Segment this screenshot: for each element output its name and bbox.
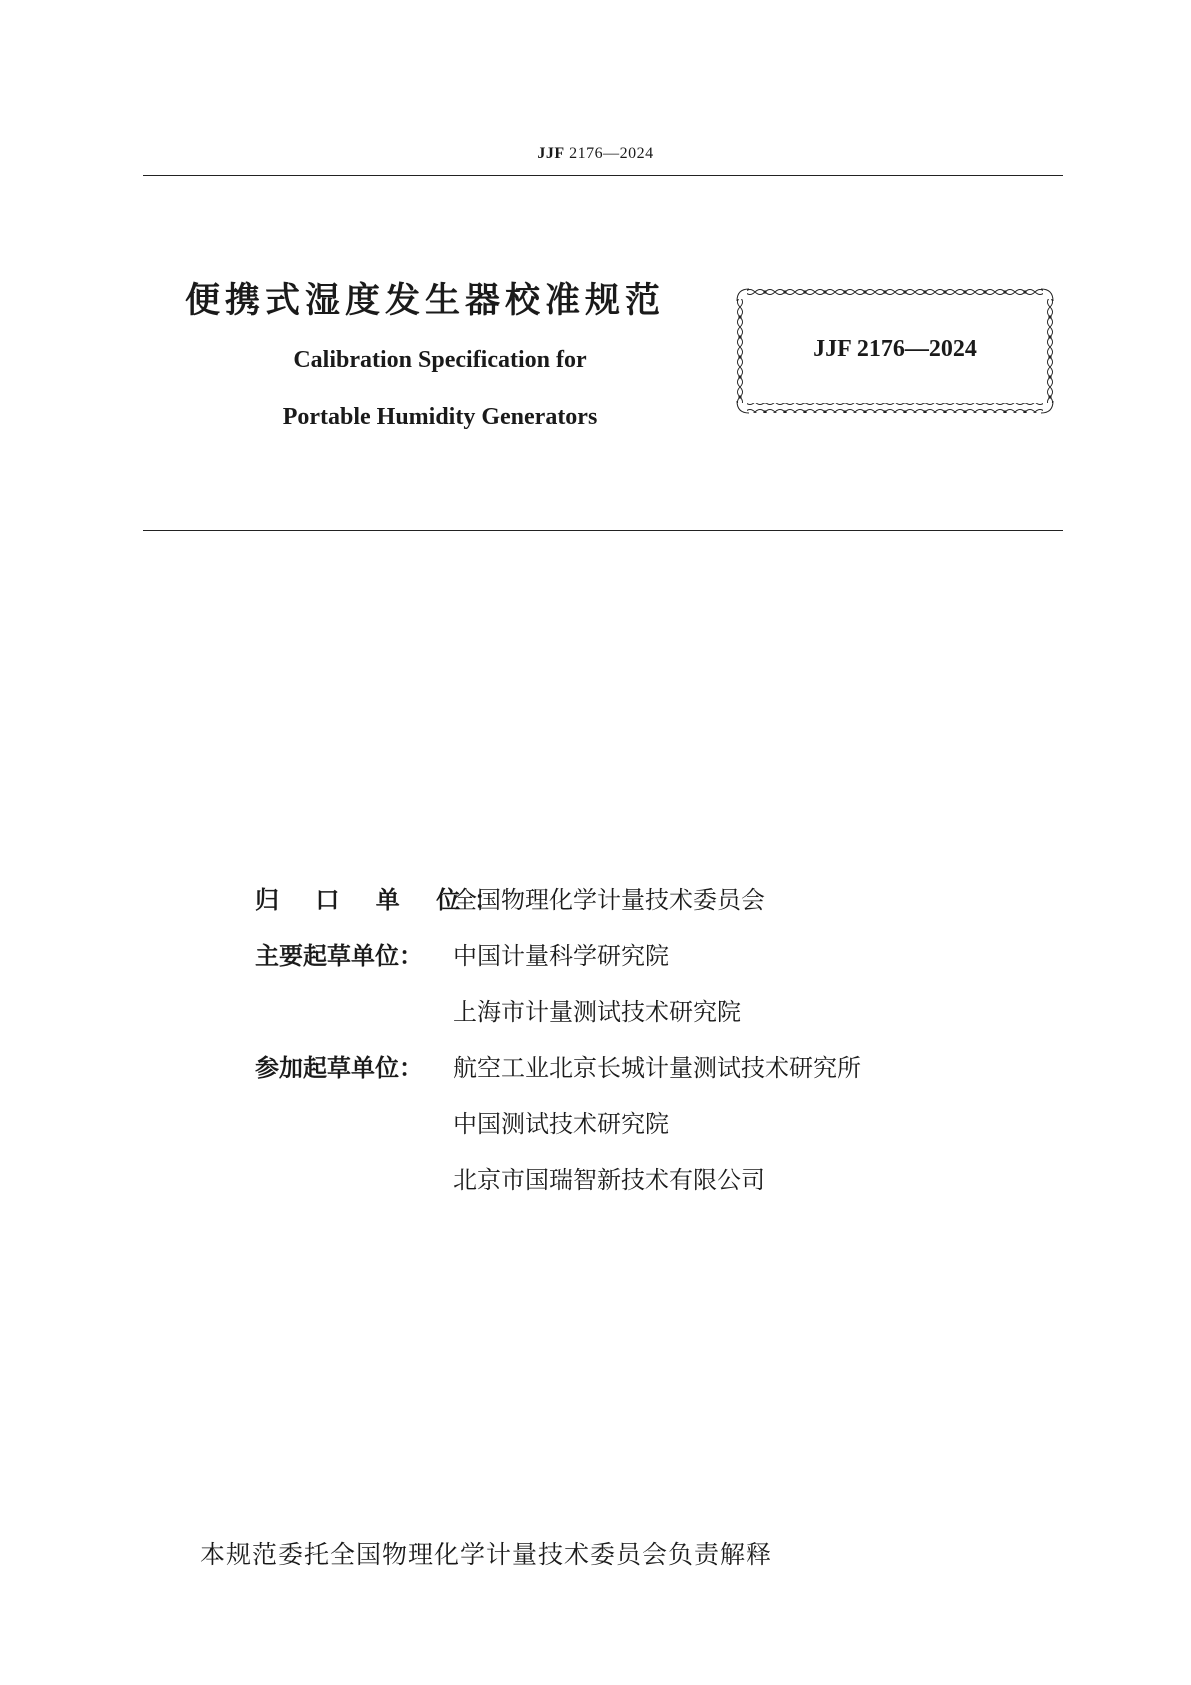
title-chinese: 便携式湿度发生器校准规范 — [185, 281, 666, 321]
org-value: 中国测试技术研究院 — [453, 1110, 669, 1138]
org-label-main-drafting: 主要起草单位： — [255, 942, 423, 970]
title-english-line1: Calibration Specification for — [293, 347, 587, 373]
org-value: 上海市计量测试技术研究院 — [453, 998, 741, 1026]
title-bottom-rule — [143, 530, 1063, 531]
org-value: 航空工业北京长城计量测试技术研究所 — [453, 1054, 861, 1082]
title-english-line2: Portable Humidity Generators — [282, 404, 598, 430]
org-label-participating: 参加起草单位： — [255, 1054, 423, 1082]
header-rule — [143, 175, 1063, 176]
org-value: 中国计量科学研究院 — [453, 942, 669, 970]
header-code — [0, 145, 1191, 163]
code-box-text: JJF 2176—2024 — [813, 336, 977, 362]
footer-note: 本规范委托全国物理化学计量技术委员会负责解释 — [200, 1540, 773, 1569]
header-code-prefix: JJF — [537, 145, 565, 162]
org-label-responsible: 归 口 单 位： — [255, 886, 513, 914]
org-value: 北京市国瑞智新技术有限公司 — [453, 1166, 765, 1194]
org-value: 全国物理化学计量技术委员会 — [453, 886, 765, 914]
header-code-number: 2176—2024 — [569, 145, 654, 162]
